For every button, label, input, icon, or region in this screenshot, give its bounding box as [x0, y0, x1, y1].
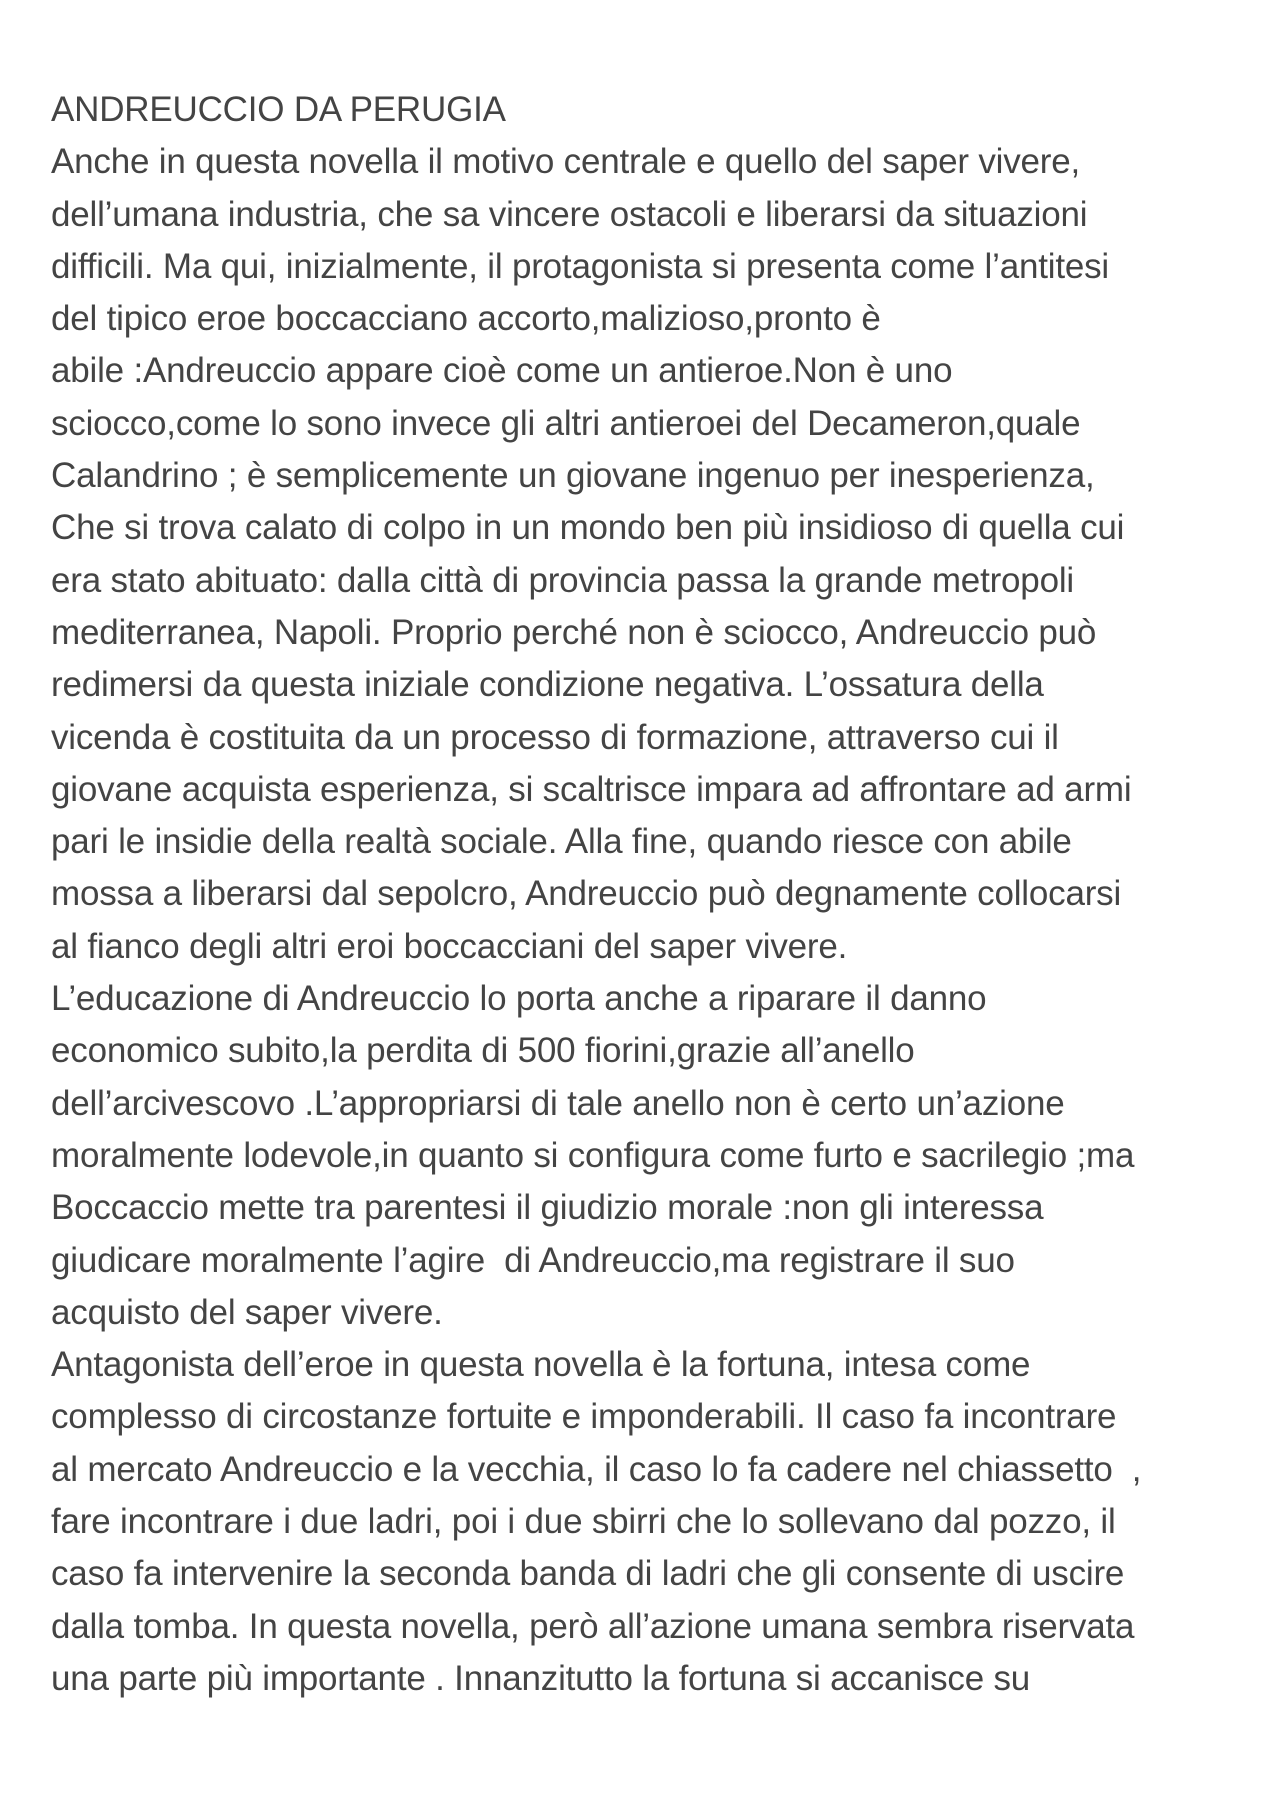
- text-line: complesso di circostanze fortuite e imponderabili. Il caso fa incontrare: [51, 1397, 1117, 1437]
- text-line: L’educazione di Andreuccio lo porta anche a riparare il danno: [51, 979, 987, 1019]
- text-line: dell’umana industria, che sa vincere ostacoli e liberarsi da situazioni: [51, 194, 1088, 234]
- text-line: Calandrino ; è semplicemente un giovane ingenuo per inesperienza,: [51, 456, 1095, 496]
- text-line: sciocco,come lo sono invece gli altri antieroei del Decameron,quale: [51, 403, 1081, 443]
- text-line: una parte più importante . Innanzitutto la fortuna si accanisce su: [51, 1658, 1031, 1698]
- text-line: Che si trova calato di colpo in un mondo ben più insidioso di quella cui: [51, 508, 1125, 548]
- text-line: fare incontrare i due ladri, poi i due sbirri che lo sollevano dal pozzo, il: [51, 1502, 1116, 1542]
- text-line: giudicare moralmente l’agire di Andreuccio,ma registrare il suo: [51, 1240, 1015, 1280]
- text-line: vicenda è costituita da un processo di formazione, attraverso cui il: [51, 717, 1059, 757]
- text-line: giovane acquista esperienza, si scaltrisce impara ad affrontare ad armi: [51, 769, 1132, 809]
- document-body: [51, 84, 1251, 1705]
- text-line: pari le insidie della realtà sociale. Alla fine, quando riesce con abile: [51, 822, 1072, 862]
- text-line: al mercato Andreuccio e la vecchia, il caso lo fa cadere nel chiassetto ,: [51, 1449, 1142, 1489]
- text-line: dalla tomba. In questa novella, però all’azione umana sembra riservata: [51, 1606, 1135, 1646]
- text-line: del tipico eroe boccacciano accorto,malizioso,pronto è: [51, 299, 881, 339]
- text-line: al fianco degli altri eroi boccacciani del saper vivere.: [51, 926, 848, 966]
- text-line: abile :Andreuccio appare cioè come un antieroe.Non è uno: [51, 351, 953, 391]
- text-line: caso fa intervenire la seconda banda di ladri che gli consente di uscire: [51, 1554, 1125, 1594]
- text-line: moralmente lodevole,in quanto si configura come furto e sacrilegio ;ma: [51, 1135, 1135, 1175]
- text-line: Boccaccio mette tra parentesi il giudizio morale :non gli interessa: [51, 1188, 1044, 1228]
- text-line: era stato abituato: dalla città di provincia passa la grande metropoli: [51, 560, 1074, 600]
- text-line: redimersi da questa iniziale condizione negativa. L’ossatura della: [51, 665, 1044, 705]
- text-line: Anche in questa novella il motivo centrale e quello del saper vivere,: [51, 142, 1081, 182]
- text-line: mossa a liberarsi dal sepolcro, Andreuccio può degnamente collocarsi: [51, 874, 1122, 914]
- text-line: mediterranea, Napoli. Proprio perché non è sciocco, Andreuccio può: [51, 612, 1097, 652]
- text-line: difficili. Ma qui, inizialmente, il protagonista si presenta come l’antitesi: [51, 246, 1109, 286]
- document-title: ANDREUCCIO DA PERUGIA: [51, 90, 506, 129]
- text-line: Antagonista dell’eroe in questa novella è la fortuna, intesa come: [51, 1345, 1031, 1385]
- text-line: acquisto del saper vivere.: [51, 1292, 443, 1332]
- text-line: economico subito,la perdita di 500 fiorini,grazie all’anello: [51, 1031, 915, 1071]
- text-line: dell’arcivescovo .L’appropriarsi di tale anello non è certo un’azione: [51, 1083, 1065, 1123]
